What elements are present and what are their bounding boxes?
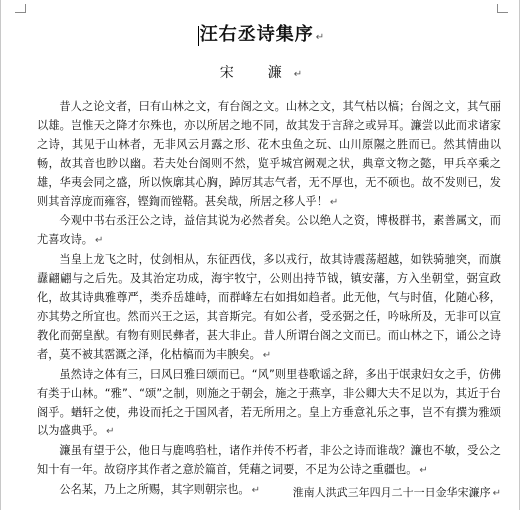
- title-row[interactable]: [1, 22, 520, 48]
- paragraph-text: 昔人之论文者，曰有山林之文，有台阁之文。山林之文，其气枯以槁；台阁之文，其气丽以雄。岂惟天之降才尔殊也，亦以所居之地不同，故其发于言辞之或异耳。濂尝以此而求诸家之诗，其见于山林者，无非风云月露之形、花木虫鱼之玩、山川原隰之胜而已。然其情曲以畅，故其音也眇以幽。若夫处台阁则不然，览乎城宫阙观之状，典章文物之懿，甲兵卒乘之雄，华夷会同之盛，所以恢廓其心胸，踔厉其志气者，无不厚也，无不硕也。故不发则已，发则其音淳庞而雍容，铿鍧而镗鞳。甚矣哉，所居之移人乎！: [37, 100, 501, 208]
- paragraph: [37, 212, 501, 251]
- paragraph-mark-icon: ↵: [106, 426, 115, 438]
- text-cursor: [198, 26, 199, 46]
- author-line: [1, 62, 520, 84]
- signature-line: [37, 484, 501, 503]
- paragraph-mark-icon: ↵: [94, 235, 104, 247]
- paragraph-text: 公名某，乃上之所赐，其字则朝宗也。: [59, 483, 250, 497]
- paragraph: [37, 442, 501, 481]
- paragraph-mark-icon: ↵: [419, 465, 428, 477]
- page-top-margin: [1, 0, 520, 8]
- document-body[interactable]: [37, 98, 501, 501]
- paragraph: [37, 251, 501, 365]
- paragraph-mark-icon: ↵: [492, 488, 501, 499]
- paragraph-mark-icon: ↵: [329, 196, 339, 208]
- paragraph-mark-icon: ↵: [262, 349, 272, 361]
- right-margin-corner-mark: [497, 4, 508, 13]
- paragraph: [37, 366, 501, 443]
- paragraph-mark-icon: ↵: [251, 485, 260, 497]
- paragraph-text: 当皇上龙飞之时，仗剑相从，东征西伐，多以戎行，故其诗震荡超越，如铁骑驰突，而旗纛翩翩与之后先。及其治定功成，海宇牧宁，公则出持节钺，镇安藩，方入坐朝堂，弼宣政化，故其诗典雅尊严，类乔岳雄峙，而群峰左右如揖如趋者。此无他，气与时值，化随心移，亦其势之所宜也。然而兴王之运，其音斯完。有如公者，受丞弼之任，吟咏所及，无非可以宣教化而弼皇猷。有物有则民彝者，甚大非止。昔人所谓台阁之文而已。而山林之下，诵公之诗者，莫不被其霑溉之泽，化枯槁而为丰腴矣。: [37, 253, 501, 361]
- document-signature: 淮南人洪武三年四月二十一日金华宋濂序: [292, 486, 491, 499]
- document-author: 宋 濂: [219, 65, 292, 81]
- paragraph-mark-icon: ↵: [315, 32, 325, 43]
- paragraph: [37, 98, 501, 212]
- paragraph-text: 濂虽有望于公，他日与鹿鸣驺杜，诸作并传不朽者，非公之诗而谁哉？濂也不敏，受公之知十有一年。故窃序其作者之意於篇首，凭藉之词要，不足为公诗之重疆也。: [37, 444, 501, 477]
- paragraph-mark-icon: ↵: [293, 69, 303, 80]
- document-title: 汪右丞诗集序: [199, 24, 314, 45]
- paragraph-text: 今观中书右丞汪公之诗，益信其说为必然者矣。公以绝人之资，博极群书，素善属文，而尤喜攻诗。: [37, 214, 501, 247]
- left-margin-corner-mark: [15, 4, 26, 13]
- paragraph-text: 虽然诗之体有三，曰风曰雅曰颂而已。“风”则里巷歌谣之辞，多出于氓隶妇女之手，仿佛有类于山林。“雅”、“颂”之制，则施之于朝会，施之于燕享，非公卿大夫不足以为，其近于台阁乎。蝤轩之使，弗设而托之于国风者，若无所用之。皇上方垂意礼乐之事，岂不有撰为雅颂以为盛典乎。: [37, 367, 501, 438]
